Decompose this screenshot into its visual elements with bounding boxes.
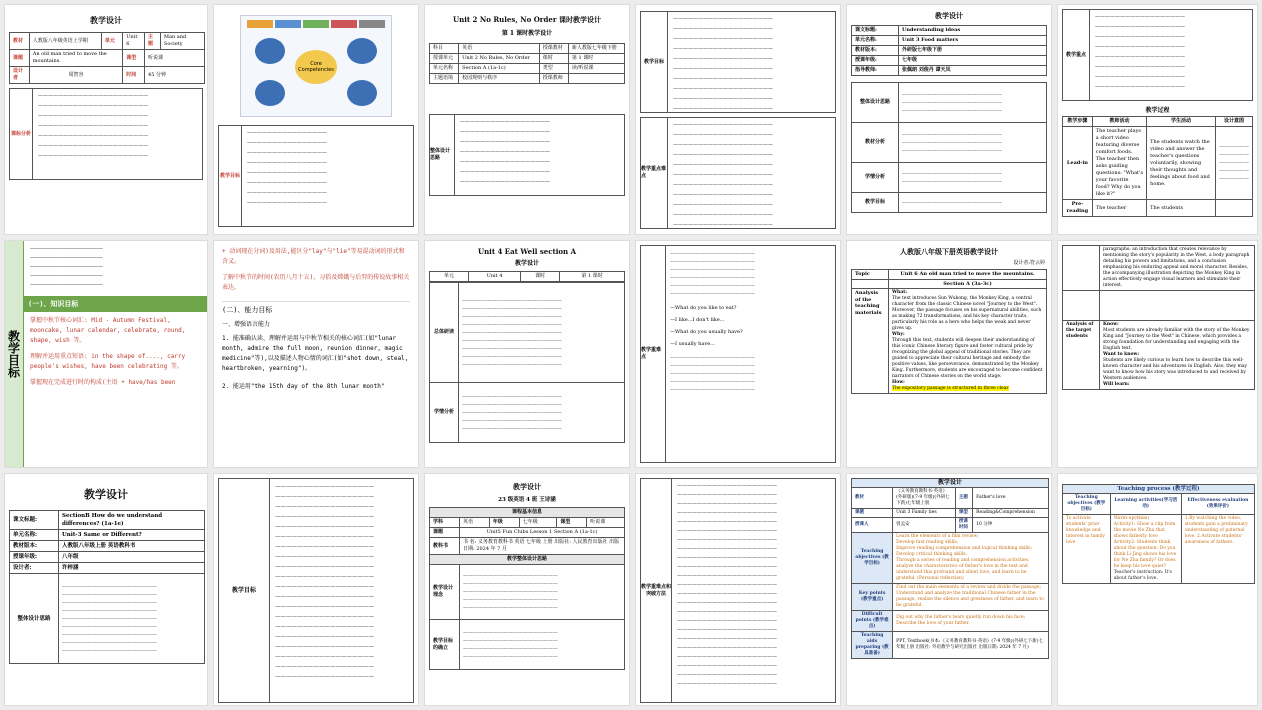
value: Man and Society <box>160 33 204 50</box>
section <box>640 245 836 463</box>
section-title: 教学过程 <box>1145 107 1170 114</box>
value: 外研版七年级下册 <box>899 46 1047 56</box>
label: Key points (教学重点) <box>852 584 893 611</box>
section-header: 教学整体设计思路 <box>430 555 625 565</box>
objective: Through a series of reading and comprehension activities, analyze the characteristics of father's love in the text and understand this profound and silent love, and learn to be grateful. (Personal reflection) <box>896 558 1030 581</box>
label: 教材 <box>852 488 893 509</box>
value: Understanding ideas <box>899 26 1047 36</box>
value: Father's love <box>973 488 1049 509</box>
content <box>24 241 207 467</box>
placeholder-lines: ———————————————————— <box>899 193 1047 213</box>
section <box>640 478 836 703</box>
value: 英语 <box>460 518 490 528</box>
label: 主题语境 <box>430 74 459 84</box>
placeholder-lines: —————————————————————— —————————————————————— —————————————————————— —————————————————————— —————————————————————— <box>30 246 103 288</box>
label: 课题 <box>852 509 893 518</box>
value: Unit 6 An old man tried to move the mountains. <box>889 270 1047 280</box>
placeholder-lines: ————————————————— ————————————————— ————————————————— ————————————————— ————————————————— ————————————————— <box>670 251 755 297</box>
value: Unit-3 Same or Different? <box>59 530 205 541</box>
label: 学情分析 <box>430 383 459 443</box>
label: 授课年级: <box>10 552 59 563</box>
page-thumbnail-10[interactable] <box>635 240 841 468</box>
value: 《义务教育教科书·英语》(外研版)(7-9 年级)(外研七下新)七年级上册 <box>893 488 956 509</box>
label: 授课教师 <box>539 74 568 84</box>
content <box>1100 321 1255 390</box>
label: Topic <box>852 270 889 280</box>
placeholder-lines: ———————————————————— ———————————————————— ———————————————————— ———————————————————— ———————————————————— <box>459 383 625 443</box>
page-thumbnail-15[interactable] <box>424 473 630 706</box>
placeholder-lines: ———————————————————— ———————————————————— ———————————————————— ———————————————————— ———————————————————— ———————————————————— ———————————————————— ———————————————————— ———————————————————— ———————————————————— ———————————————————— ———————————————————— ———————————————————— ———————————————————— ———————————————————— ———————————————————— ———————————————————— ———————————————————— ———————————————————— ———————————————————— ———————————————————— ———————————————————— ———————————————————— <box>677 483 777 687</box>
value: Unit 3 Food matters <box>899 36 1047 46</box>
value: 10 分钟 <box>973 518 1049 533</box>
teacher-activity <box>1092 127 1146 200</box>
difficult-point: Describe the love of your father. <box>896 621 970 626</box>
activity: Activity1: Show a clip from the movie Ne Zha that shows fatherly love <box>1113 522 1176 539</box>
page-thumbnail-11[interactable] <box>846 240 1052 468</box>
sentence-pattern: —What do you usually have? <box>670 329 743 335</box>
placeholder-lines: ———————————————————— ———————————————————— <box>899 163 1047 193</box>
value: 七年级 <box>519 518 557 528</box>
student-activity: The students watch the video and answer the teacher's questions voluntarily, showing their thoughts and feelings about food and home. <box>1147 127 1216 200</box>
label: 单元名称 <box>430 64 459 74</box>
side-label: 教学目标 <box>5 241 24 467</box>
doc-title: 教学设计 <box>513 482 541 491</box>
label: 教学目标的确立 <box>430 620 460 670</box>
subheading: What: <box>892 290 907 295</box>
placeholder-lines: —————————————————————— —————————————————————— —————————————————————— —————————————————————— —————————————————————— —————————————————————— —————————————————————— <box>38 93 148 159</box>
col-header: Effectiveness evaluation (效果评价) <box>1181 494 1254 515</box>
objective: Improve reading comprehension and logical thinking skills; <box>896 546 1033 551</box>
placeholder-lines: ———————————————————— ———————————————————— ———————————————————— ———————————————————— ———————————————————— ———————————————————— ———————————————————— ———————————————————— ———————————————————— <box>459 283 625 383</box>
process-table <box>1062 116 1253 217</box>
sentence-pattern: —I usually have... <box>670 341 715 347</box>
text: The teacher plays a short video featuring diverse comfort foods. <box>1095 128 1141 155</box>
placeholder-lines: ———————————————————— ———————————————————— ———————————————————— <box>899 123 1047 163</box>
page-thumbnail-6[interactable] <box>1057 4 1258 235</box>
value: 人教版八年级上册 英语教科书 <box>59 541 205 552</box>
label: 教学设计理念 <box>430 565 460 620</box>
page-thumbnail-18[interactable] <box>1057 473 1258 706</box>
diagram-top-bar <box>247 20 385 28</box>
page-thumbnail-9[interactable] <box>424 240 630 468</box>
doc-title: 教学设计 <box>84 488 128 501</box>
subheading: Why: <box>892 332 905 337</box>
value: 听说课 <box>587 518 625 528</box>
value: PPT, Textbook(书本:《义务教育教科书·英语》(7-9 年级)(外研七下新)七年级上册 出版社: 外语教学与研究出版社 出版日期: 2024 年 7 月) <box>893 632 1049 659</box>
page-thumbnail-12[interactable] <box>1057 240 1258 468</box>
key-point: Find out the main elements of a review and divide the passage; <box>896 585 1042 590</box>
label: 授课人 <box>852 518 893 533</box>
info-table <box>9 32 205 84</box>
subheading: Know: <box>1103 322 1119 327</box>
section <box>640 11 836 113</box>
goals-section <box>218 125 414 227</box>
value: Unit 3 Family ties <box>893 509 956 518</box>
section-label: 教学目标 <box>219 479 270 702</box>
placeholder-lines: —————————————————— —————————————————— —————————————————— —————————————————— —————————————————— —————————————————— —————————————————— —————————————————— —————————————————— —————————————————— —————————————————— —————————————————— —————————————————— —————————————————— —————————————————— —————————————————— —————————————————— —————————————————— —————————————————— —————————————————— <box>275 484 374 680</box>
value: 新人教版七年级下册 <box>568 44 624 54</box>
label: 课时 <box>521 272 560 282</box>
label: Analysis of the target students <box>1063 321 1100 390</box>
value: Unit5 Fun Clubs Lesson 1 Section A (1a-1c) <box>460 528 625 538</box>
difficult-point: Dig out why the father's tears quietly run down his face; <box>896 615 1026 620</box>
knowledge-item: 了解中秋节的时间(农历八月十五)、习俗及嫦娥与后羿的传说故事相关表达。 <box>222 274 410 291</box>
objective: Learn the elements of a film review; <box>896 534 979 539</box>
doc-title: Unit 4 Eat Well section A <box>477 247 577 256</box>
section-label: 教学重难点 <box>641 246 666 462</box>
label: 单元 <box>101 33 122 50</box>
difficult-points <box>893 611 1049 632</box>
label: 授课单元 <box>430 54 459 64</box>
doc-title: 教学设计 <box>852 479 1049 488</box>
section-heading: (二)、能力目标 <box>222 301 410 315</box>
label: 总体研读 <box>430 283 459 383</box>
doc-title: 教学设计 <box>935 11 963 20</box>
text: The teacher then asks guiding questions: "What's your favorite food? Why do you like it?" <box>1095 156 1144 197</box>
page-thumbnail-4[interactable] <box>635 4 841 235</box>
value: Unit 2 No Rules, No Order <box>459 54 540 64</box>
sentence-pattern: —What do you like to eat? <box>670 305 737 311</box>
placeholder-lines: ———————————————— ———————————————— ———————————————— ———————————————— ———————————————— ———————————————— ———————————————— ———————————————— <box>247 130 327 206</box>
label: 授课年级: <box>852 56 899 66</box>
placeholder-lines: ———————————————————— ———————————————————— ———————————————————— ———————————————————— ———————————————————— ———————————————————— ———————————————————— ———————————————————— ———————————————————— ———————————————————— ———————————————————— <box>673 122 773 228</box>
placeholder-lines: —————— —————— —————— —————— —————— <box>1215 127 1252 200</box>
designer: 设计者:符云婷 <box>1013 260 1045 266</box>
placeholder-lines: ————————————————— ————————————————— ————————————————— ————————————————— ————————————————— <box>670 355 755 393</box>
section <box>1062 9 1253 101</box>
analysis-table <box>851 82 1047 213</box>
sub-heading: 一、增强语言能力 <box>222 321 271 328</box>
section-label: 整体设计思路 <box>430 115 455 195</box>
page-thumbnail-14[interactable] <box>213 473 419 706</box>
info-table <box>851 478 1049 659</box>
objective: Develop critical thinking skills; <box>896 552 968 557</box>
label: 授课时间 <box>955 518 972 533</box>
info-table <box>9 510 205 664</box>
value: 书 名: 义务教育教科书 英语 七年级 上册 出版社: 人民教育出版社 出版日期: 2024 年 7 月 <box>460 538 625 555</box>
doc-subtitle: 第 1 课时教学设计 <box>501 30 553 37</box>
section-label: 教学目标 <box>641 12 668 112</box>
objective: Develop fast reading skills; <box>896 540 959 545</box>
text: The students <box>1147 200 1216 217</box>
label: 课型 <box>955 509 972 518</box>
label: 整体设计思路 <box>10 574 59 664</box>
label: Teaching objectives (教学目标) <box>852 533 893 584</box>
activity-title: Warm-up(4min) <box>1113 516 1150 521</box>
label: 类型 <box>539 64 568 74</box>
label: 课题 <box>430 528 460 538</box>
paragraph: The expository passage is structured in three clear <box>892 386 1009 391</box>
label: 授课教材 <box>539 44 568 54</box>
label: 教学目标 <box>852 193 899 213</box>
label: 主题 <box>145 33 161 50</box>
section <box>640 117 836 229</box>
knowledge-item: 掌握中秋节核心词汇: Mid - Autumn Festival, mooncake, lunar calendar, celebrate, round, shape, wish 等。 <box>30 317 186 344</box>
key-points <box>893 584 1049 611</box>
doc-title: Unit 2 No Rules, No Order 课时教学设计 <box>453 15 601 24</box>
label: 课时 <box>539 54 568 64</box>
value: An old man tried to move the mountains. <box>29 50 123 67</box>
section-label: 教学重点难点 <box>641 118 668 228</box>
value: 七年级 <box>899 56 1047 66</box>
label: Teaching aids preparing (教具准备) <box>852 632 893 659</box>
info-table <box>851 25 1047 76</box>
doc-subtitle: 23 级英语 4 班 王诗涵 <box>498 497 556 503</box>
label: 单元名称: <box>852 36 899 46</box>
objective: To activate students' prior knowledge and interest in family love <box>1063 515 1111 584</box>
placeholder-lines: ——————————————————— ——————————————————— ——————————————————— ——————————————————— ——————————————————— ——————————————————— ——————————————————— ——————————————————— ——————————————————— <box>59 574 205 664</box>
process-table <box>1062 484 1255 584</box>
knowledge-item: 理解并运用重点短语: in the shape of...., carry people's wishes, have been celebrating 等。 <box>30 353 186 370</box>
analysis-table <box>1062 245 1255 390</box>
label: Analysis of the teaching materials <box>852 289 889 394</box>
subheading: Will learn: <box>1103 382 1130 387</box>
page-thumbnail-3[interactable] <box>424 4 630 235</box>
section-header: Teaching process (教学过程) <box>1063 485 1255 494</box>
goals-section <box>9 88 203 180</box>
paragraph: The text introduces Sun Wukong, the Monkey King, a central character from the classic Chinese novel "Journey to the West". Moreover, the passage focuses on his supernatural abilities, such as making 72 transformations, and his key character traits, particularly his role as a hero who helps the weak and never gives up. <box>892 296 1042 331</box>
goals-layout <box>5 241 207 467</box>
competency-diagram <box>240 15 392 117</box>
evaluation: 1.By watching the video, students gain a preliminary understanding of paternal love. 2.Activate students' awareness of fathers. <box>1181 515 1254 584</box>
label: 学科 <box>430 518 460 528</box>
doc-title: 人教版八年级下册英语教学设计 <box>900 247 998 256</box>
analysis-table <box>851 269 1047 394</box>
label: 整体设计思路 <box>852 83 899 123</box>
step-label: Pre-reading <box>1063 200 1093 217</box>
value: 张佩朗 刘俊丹 谭天凤 <box>899 66 1047 76</box>
page-thumbnail-5[interactable] <box>846 4 1052 235</box>
info-table <box>429 507 625 670</box>
ability-item: 2. 能运用"the 15th day of the 8th lunar month" <box>222 383 385 390</box>
label: 单元 <box>430 272 469 282</box>
value: 英语 <box>459 44 540 54</box>
placeholder-lines: ——————————————————— ——————————————————— ——————————————————— ——————————————————— ——————————————————— <box>460 565 625 620</box>
value: Unit 4 <box>468 272 520 282</box>
label: 主题 <box>955 488 972 509</box>
label: 科目 <box>430 44 459 54</box>
info-table <box>429 43 625 84</box>
label: 课型 <box>557 518 587 528</box>
col-header: 设计意图 <box>1215 117 1252 127</box>
value: 读/听说课 <box>568 64 624 74</box>
label: 教材版本: <box>10 541 59 552</box>
placeholder-lines: ——————————————————— ——————————————————— ——————————————————— ——————————————————— <box>460 620 625 670</box>
label: 指导教师: <box>852 66 899 76</box>
value: 曾孟安 <box>893 518 956 533</box>
subheading: Want to know: <box>1103 352 1140 357</box>
activity: Teacher's instruction: It's about father's love. <box>1113 570 1172 581</box>
label: Difficult points (教学难点) <box>852 611 893 632</box>
value: Unit 6 <box>123 33 145 50</box>
col-header: Learning activities(学习活动) <box>1110 494 1181 515</box>
paragraph: Most students are already familiar with the story of the Monkey King and "Journey to the West" in Chinese, which provides a strong foundation for understanding and engaging with the English text. <box>1103 328 1250 351</box>
col-header: 教师活动 <box>1092 117 1146 127</box>
page-thumbnail-13[interactable] <box>4 473 208 706</box>
objectives-list <box>893 533 1049 584</box>
content <box>666 246 835 462</box>
value: 八年级 <box>59 552 205 563</box>
label: 设计者: <box>10 563 59 574</box>
value: Reading&Comprehension <box>973 509 1049 518</box>
value: 许梓涵 <box>59 563 205 574</box>
design-section <box>429 114 625 196</box>
section-label: 教学目标 <box>219 126 242 226</box>
value: 人教版八年级英语上学期 <box>29 33 101 50</box>
label: 课题 <box>10 50 30 67</box>
page-thumbnail-2[interactable] <box>213 4 419 235</box>
text: The teacher <box>1092 200 1146 217</box>
paragraph: Students are likely curious to learn how to describe this well-known character and his adventures in English. Also, they may want to know how his story was introduced to and received by Western audiences. <box>1103 358 1248 381</box>
subheading: How: <box>892 380 905 385</box>
label: 教材分析 <box>852 123 899 163</box>
section-heading: (一)、知识目标 <box>24 296 207 312</box>
ability-item: 1. 能准确认读、理解并运用与中秋节相关的核心词汇(如"lunar month, admire the full moon, reunion dinner, magic medicine"等),以及描述人物心情的词汇(如"shot down, steal, heartbroken, yearning")。 <box>222 335 409 372</box>
value: 45 分钟 <box>145 67 205 84</box>
placeholder-lines: —————————————————— —————————————————— —————————————————— —————————————————— —————————————————— —————————————————— —————————————————— —————————————————— <box>1095 14 1185 90</box>
label: 教科书 <box>430 538 460 555</box>
label: 教材 <box>10 33 30 50</box>
key-point: Understand and analyze the traditional Chinese father in the passage, realize the silence and greatness of father, and learn to be grateful. <box>896 591 1044 608</box>
sentence-pattern: —I like...I don't like... <box>670 317 725 323</box>
label: 课型 <box>123 50 145 67</box>
paragraph: paragraphs: an introduction that creates relevance by mentioning the story's popularity in the West, a body paragraph detailing his powers and limitations, and a conclusion emphasizing his enduring appeal and moral character. Besides, the accompanying illustration depicting the Monkey King in action effectively engage visual learners and stimulate their interest. <box>1100 246 1255 291</box>
value: 第 1 课时 <box>560 272 625 282</box>
value: 校园规则与秩序 <box>459 74 540 84</box>
knowledge-item: 掌握现在完成进行时的构成(主语 + have/has been <box>30 379 176 386</box>
col-header: 学生活动 <box>1147 117 1216 127</box>
placeholder-lines: ———————————————————— ———————————————————— ———————————————————— <box>899 83 1047 123</box>
section <box>218 478 414 703</box>
activity: Activity2: Students think about the question: Do you think Li Jing shows his love for Ne Zha family? Or does he keep his love quiet? <box>1113 540 1177 569</box>
label: 教材版本: <box>852 46 899 56</box>
doc-subtitle: 教学设计 <box>514 260 539 267</box>
analysis-table <box>429 282 625 443</box>
page-thumbnail-7[interactable] <box>4 240 208 468</box>
page-thumbnail-1[interactable] <box>4 4 208 235</box>
value: 第 1 课时 <box>568 54 624 64</box>
doc-title: 教学设计 <box>90 15 122 25</box>
diagram-center: Core Competencies <box>295 50 337 84</box>
section-label: 课标分析 <box>10 89 33 179</box>
label: 设计者 <box>10 67 30 84</box>
activities <box>1110 515 1181 584</box>
section-label: 教学重难点和突破方法 <box>641 479 672 702</box>
page-thumbnail-16[interactable] <box>635 473 841 706</box>
value: Section A (1a-1c) <box>459 64 540 74</box>
label: 单元名称: <box>10 530 59 541</box>
knowledge-item: + 动词现在分词)及用法,能区分"lay"与"lie"等易混动词的形式和含义。 <box>222 248 405 265</box>
col-header: Teaching objectives (教学目标) <box>1063 494 1111 515</box>
value: Section A (3a-3c) <box>889 279 1047 289</box>
label: 学情分析 <box>852 163 899 193</box>
paragraph: Through this text, students will deepen their understanding of this iconic Chinese literary figure and foster cultural pride by recognizing the global appeal of traditional stories. They are guided to appreciate their cultural heritage and embody the positive values, like perseverance, demonstrated by the Monkey King. Furthermore, students are encouraged to become confident narrators of Chinese stories on the world stage. <box>892 338 1043 379</box>
label: 时间 <box>123 67 145 84</box>
label: 课文标题: <box>10 511 59 530</box>
col-header: 教学步骤 <box>1063 117 1093 127</box>
step-label: Lead-in <box>1063 127 1093 200</box>
placeholder-lines: ———————————————————— ———————————————————— ———————————————————— ———————————————————— ———————————————————— ———————————————————— ———————————————————— ———————————————————— ———————————————————— ———————————————————— <box>673 16 773 112</box>
label: 课文标题: <box>852 26 899 36</box>
value: SectionB How do we understand differences? (1a-1e) <box>59 511 205 530</box>
content <box>889 289 1047 394</box>
page-thumbnail-17[interactable] <box>846 473 1052 706</box>
section-label: 教学重点 <box>1063 10 1090 100</box>
section-header: 课程基本信息 <box>430 508 625 518</box>
label: 年级 <box>489 518 519 528</box>
value: 周智容 <box>29 67 123 84</box>
info-table <box>429 271 625 282</box>
placeholder-lines: —————————————————— —————————————————— —————————————————— —————————————————— —————————————————— —————————————————— —————————————————— <box>460 119 550 185</box>
value: 听说课 <box>145 50 205 67</box>
page-thumbnail-8[interactable] <box>213 240 419 468</box>
